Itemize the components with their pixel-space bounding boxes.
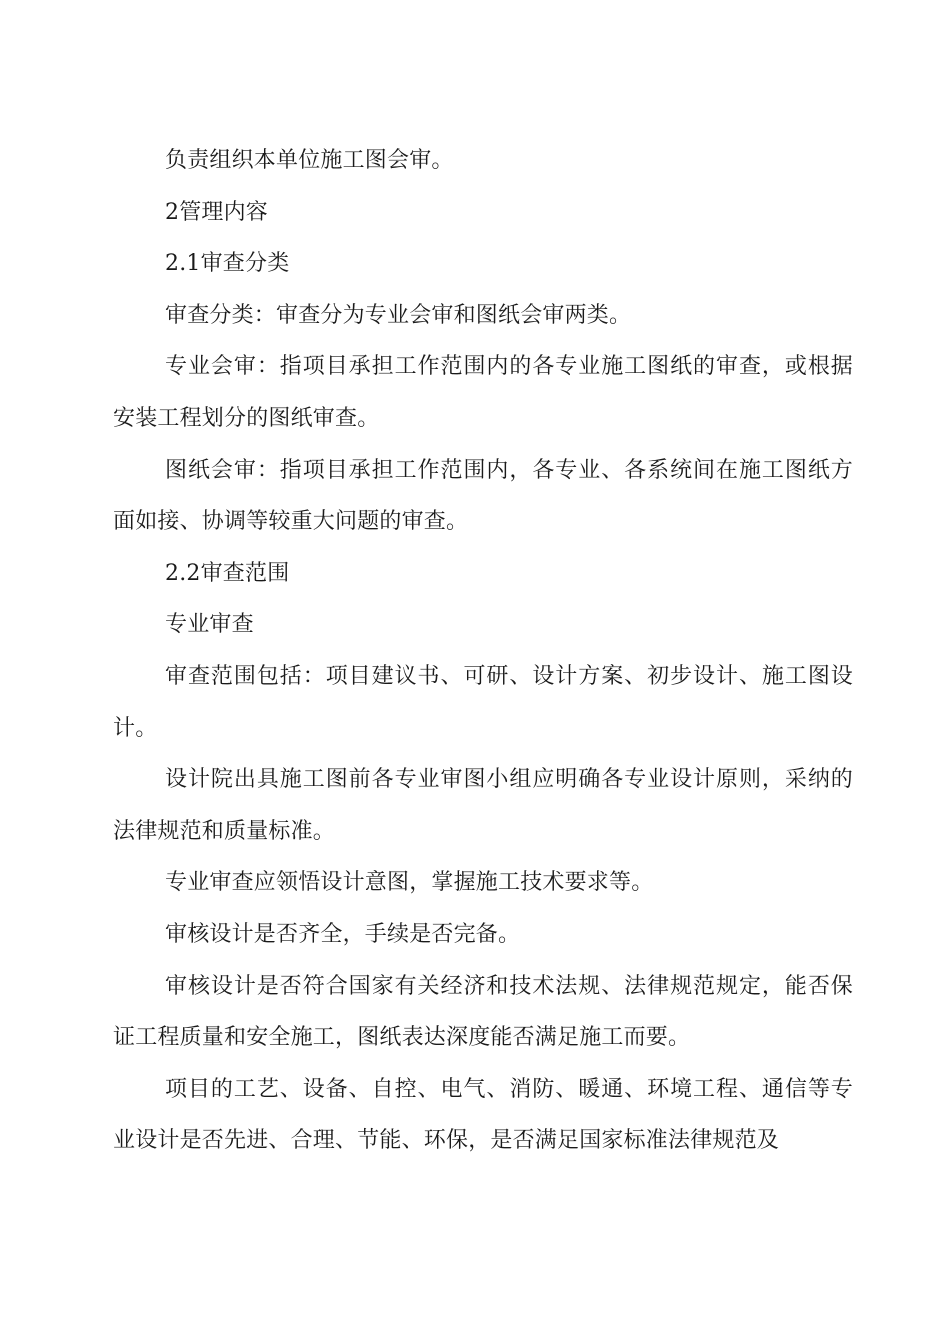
- paragraph-design-institute: 设计院出具施工图前各专业审图小组应明确各专业设计原则，采纳的法律规范和质量标准。: [113, 767, 853, 844]
- paragraph-compliance: 审核设计是否符合国家有关经济和技术法规、法律规范规定，能否保证工程质量和安全施工，图纸表达深度能否满足施工而要。: [113, 973, 853, 1051]
- paragraph-design-intent: 专业审查应领悟设计意图，掌握施工技术要求等。: [165, 870, 654, 896]
- heading-management-content: 2管理内容: [165, 199, 268, 225]
- paragraph-responsibility: 负责组织本单位施工图会审。: [165, 148, 454, 173]
- paragraph-review-classification: 审查分类：审查分为专业会审和图纸会审两类。: [165, 302, 632, 328]
- heading-professional-audit: 专业审查: [165, 612, 254, 638]
- paragraph-project-disciplines: 项目的工艺、设备、自控、电气、消防、暖通、环境工程、通信等专业设计是否先进、合理、节能、环保，是否满足国家标准法律规范及: [113, 1076, 853, 1154]
- heading-review-scope: 2.2审查范围: [165, 560, 290, 586]
- heading-review-classification: 2.1审查分类: [165, 251, 290, 277]
- paragraph-professional-review: 专业会审：指项目承担工作范围内的各专业施工图纸的审查，或根据安装工程划分的图纸审查。: [113, 354, 853, 431]
- body-text: [113, 135, 853, 1167]
- paragraph-review-scope-items: 审查范围包括：项目建议书、可研、设计方案、初步设计、施工图设计。: [113, 663, 853, 741]
- paragraph-completeness: 审核设计是否齐全，手续是否完备。: [165, 921, 521, 947]
- paragraph-drawing-review: 图纸会审：指项目承担工作范围内，各专业、各系统间在施工图纸方面如接、协调等较重大问题的审查。: [113, 457, 853, 535]
